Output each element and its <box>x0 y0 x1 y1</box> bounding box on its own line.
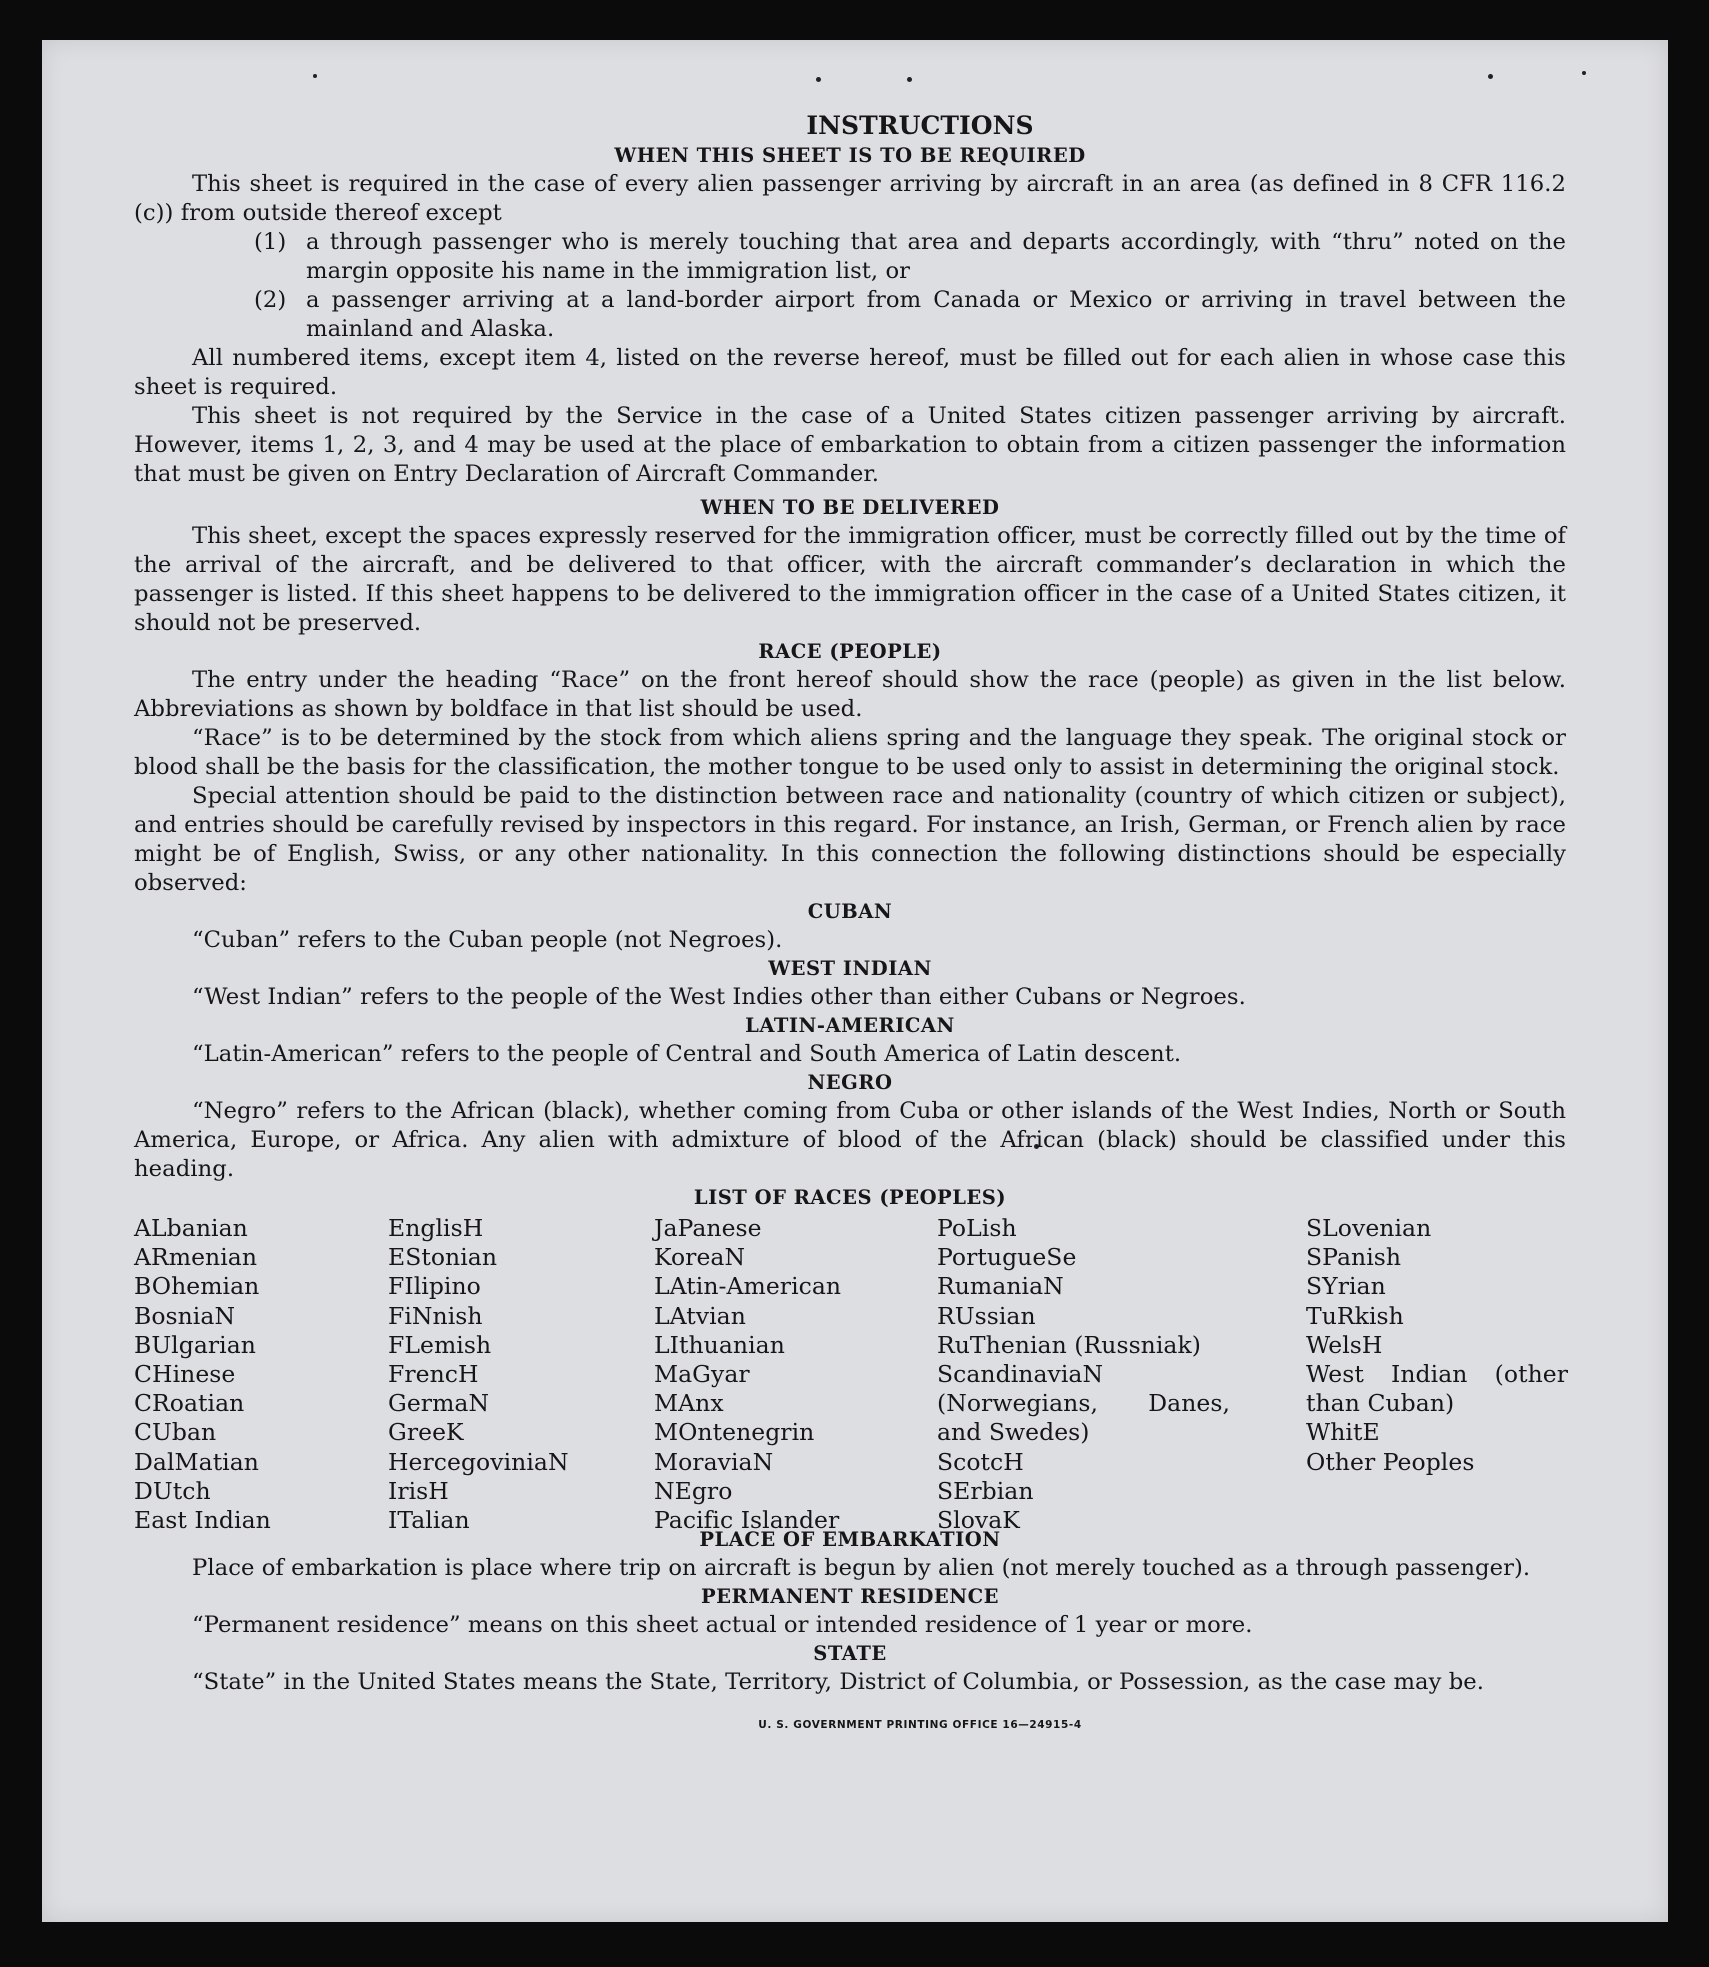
print-speck <box>816 77 821 82</box>
race-entry: RUssian <box>937 1301 1036 1330</box>
item-text: a through passenger who is merely touching that area and departs accordingly, with “thru” noted on the margin opposite his name in the immigration list, or <box>306 229 1566 284</box>
race-entry: NEgro <box>654 1476 733 1505</box>
page-title: INSTRUCTIONS <box>806 111 1034 140</box>
paragraph: Special attention should be paid to the distinction between race and nationality (country of which citizen or subject), and entries should be carefully revised by inspectors in this regard. For instance, an Irish, German, or French alien by race might be of English, Swiss, or any other nationality. In this connection the following distinctions should be especially observed: <box>134 783 1566 896</box>
race-entry: FrencH <box>388 1360 479 1389</box>
printer-imprint: U. S. GOVERNMENT PRINTING OFFICE 16—24915-4 <box>758 1719 1082 1731</box>
race-entry: CHinese <box>134 1360 236 1389</box>
race-entry: MaGyar <box>654 1360 750 1389</box>
paragraph: This sheet is required in the case of every alien passenger arriving by aircraft in an area (as defined in 8 CFR 116.2 (c)) from outside thereof except <box>134 171 1566 226</box>
race-entry: MoraviaN <box>654 1447 774 1476</box>
race-entry: ARmenian <box>134 1243 258 1272</box>
race-column <box>1306 1214 1568 1477</box>
race-entry: RumaniaN <box>937 1272 1064 1301</box>
section-heading: NEGRO <box>807 1071 893 1094</box>
race-entry: HercegoviniaN <box>388 1447 569 1476</box>
race-entry: IrisH <box>388 1476 449 1505</box>
race-entry: SLovenian <box>1306 1214 1432 1242</box>
paragraph: “Latin-American” refers to the people of Central and South America of Latin descent. <box>192 1041 1182 1067</box>
race-entry: RuThenian (Russniak) <box>937 1330 1201 1359</box>
race-entry: PoLish <box>937 1214 1017 1242</box>
item-number: (1) <box>254 229 287 255</box>
paragraph: “Permanent residence” means on this sheet actual or intended residence of 1 year or more. <box>192 1612 1253 1638</box>
race-entry: TuRkish <box>1306 1301 1404 1330</box>
print-speck <box>313 74 317 78</box>
paragraph: The entry under the heading “Race” on the front hereof should show the race (people) as given in the list below. Abbreviations as shown by boldface in that list should be used. <box>134 667 1566 722</box>
race-entry: SErbian <box>937 1476 1034 1505</box>
section-heading: LIST OF RACES (PEOPLES) <box>693 1186 1007 1209</box>
race-entry: Other Peoples <box>1306 1447 1475 1476</box>
section-heading: RACE (PEOPLE) <box>758 640 942 663</box>
race-entry: BUlgarian <box>134 1330 256 1359</box>
race-entry: PortugueSe <box>937 1243 1077 1272</box>
print-speck <box>1488 74 1493 79</box>
race-entry: SlovaK <box>937 1506 1020 1535</box>
section-heading: STATE <box>813 1642 887 1665</box>
section-heading: WHEN THIS SHEET IS TO BE REQUIRED <box>614 144 1086 167</box>
print-speck <box>907 77 912 82</box>
paragraph: “Negro” refers to the African (black), whether coming from Cuba or other islands of the West Indies, North or South America, Europe, or Africa. Any alien with admixture of blood of the African (black) should be classified under this heading. <box>134 1098 1566 1182</box>
paragraph: All numbered items, except item 4, listed on the reverse hereof, must be filled out for each alien in whose case this sheet is required. <box>134 345 1566 400</box>
race-entry: CRoatian <box>134 1389 245 1418</box>
race-entry: MAnx <box>654 1389 724 1418</box>
race-entry: BOhemian <box>134 1272 260 1301</box>
race-entry: FLemish <box>388 1330 492 1359</box>
race-entry: FiNnish <box>388 1301 483 1330</box>
instructions-content <box>134 110 1566 1740</box>
list-item <box>134 228 1566 286</box>
race-entry: GermaN <box>388 1389 490 1418</box>
race-entry: DalMatian <box>134 1447 259 1476</box>
race-entry: East Indian <box>134 1506 271 1535</box>
race-entry: LAtin-American <box>654 1272 842 1301</box>
race-entry: FIlipino <box>388 1272 481 1301</box>
document-sheet <box>42 40 1668 1922</box>
race-entry: SYrian <box>1306 1272 1386 1301</box>
race-entry: MOntenegrin <box>654 1418 815 1447</box>
paragraph: “West Indian” refers to the people of the West Indies other than either Cubans or Negroes. <box>192 984 1246 1010</box>
race-entry: WelsH <box>1306 1330 1383 1359</box>
section-heading: WEST INDIAN <box>768 957 932 980</box>
exception-list <box>134 228 1566 344</box>
section-heading: PERMANENT RESIDENCE <box>700 1585 999 1608</box>
race-column <box>388 1214 569 1535</box>
section-heading: WHEN TO BE DELIVERED <box>700 496 1000 519</box>
race-entry: GreeK <box>388 1418 464 1447</box>
race-entry: LAtvian <box>654 1301 746 1330</box>
section-heading: CUBAN <box>807 900 893 923</box>
list-item <box>134 286 1566 344</box>
race-column <box>134 1214 271 1535</box>
item-text: a passenger arriving at a land-border airport from Canada or Mexico or arriving in travel between the mainland and Alaska. <box>306 287 1566 342</box>
print-speck <box>1582 71 1586 75</box>
race-entry: EnglisH <box>388 1214 484 1242</box>
section-heading: LATIN-AMERICAN <box>745 1014 955 1037</box>
section-heading: PLACE OF EMBARKATION <box>699 1528 1001 1551</box>
paragraph: This sheet is not required by the Service in the case of a United States citizen passenger arriving by aircraft. However, items 1, 2, 3, and 4 may be used at the place of embarkation to obtain from a citizen passenger the information that must be given on Entry Declaration of Aircraft Commander. <box>134 403 1566 487</box>
race-entry: EStonian <box>388 1243 498 1272</box>
race-column <box>937 1214 1230 1535</box>
item-number: (2) <box>254 287 287 313</box>
race-entry: ScandinaviaN (Norwegians, Danes, and Swedes) <box>937 1360 1230 1447</box>
race-entry: West Indian (other than Cuban) <box>1306 1360 1568 1418</box>
race-entry: CUban <box>134 1418 217 1447</box>
race-column <box>654 1214 841 1535</box>
paragraph: “State” in the United States means the State, Territory, District of Columbia, or Possession, as the case may be. <box>192 1669 1485 1695</box>
paragraph: This sheet, except the spaces expressly reserved for the immigration officer, must be correctly filled out by the time of the arrival of the aircraft, and be delivered to that officer, with the aircraft commander’s declaration in which the passenger is listed. If this sheet happens to be delivered to the immigration officer in the case of a United States citizen, it should not be preserved. <box>134 523 1566 636</box>
paragraph: “Cuban” refers to the Cuban people (not Negroes). <box>192 927 783 953</box>
paragraph: “Race” is to be determined by the stock from which aliens spring and the language they speak. The original stock or blood shall be the basis for the classification, the mother tongue to be used only to assist in determining the original stock. <box>134 725 1566 780</box>
race-list <box>134 1214 1568 1535</box>
paragraph: Place of embarkation is place where trip on aircraft is begun by alien (not merely touched as a through passenger). <box>192 1555 1531 1581</box>
race-entry: WhitE <box>1306 1418 1380 1447</box>
race-entry: ScotcH <box>937 1447 1024 1476</box>
race-entry: BosniaN <box>134 1301 236 1330</box>
race-entry: SPanish <box>1306 1243 1402 1272</box>
race-entry: Pacific Islander <box>654 1506 840 1535</box>
race-entry: ALbanian <box>134 1214 248 1242</box>
race-entry: ITalian <box>388 1506 470 1535</box>
race-entry: DUtch <box>134 1476 211 1505</box>
race-entry: LIthuanian <box>654 1330 785 1359</box>
race-entry: JaPanese <box>654 1214 762 1242</box>
race-entry: KoreaN <box>654 1243 746 1272</box>
